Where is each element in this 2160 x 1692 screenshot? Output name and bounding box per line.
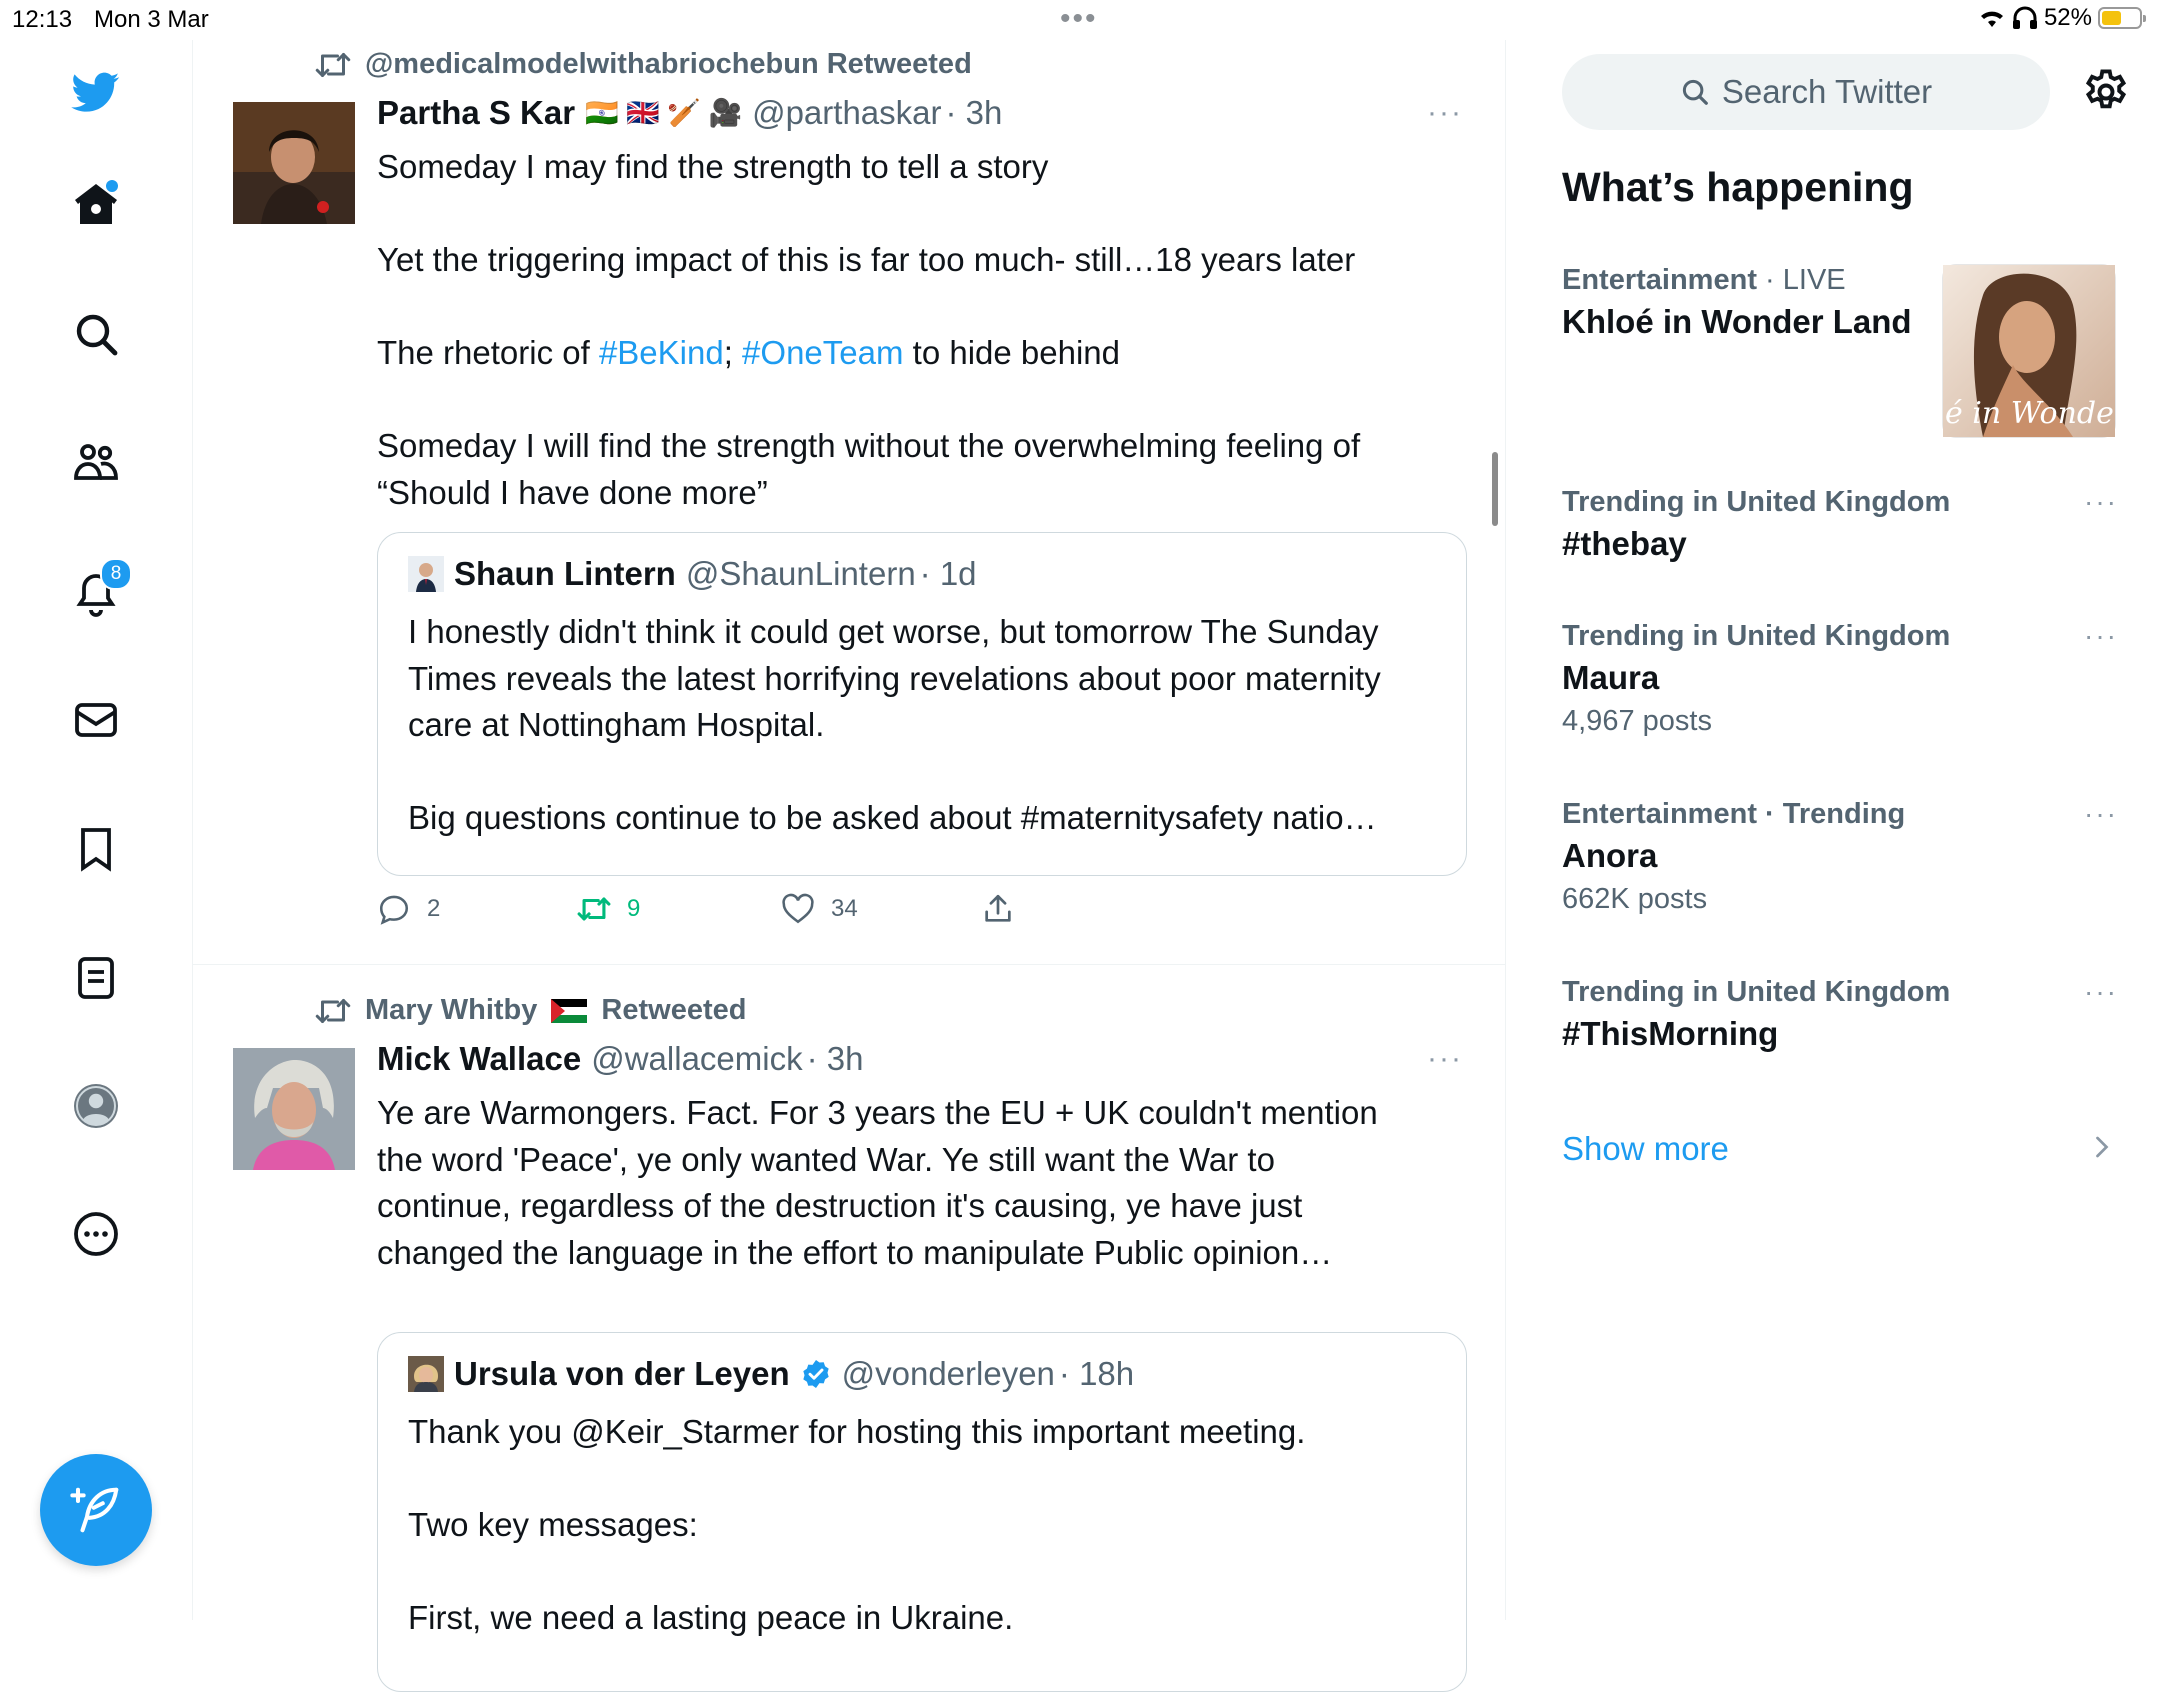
tweet-actions (377, 892, 1015, 926)
quote-author-name[interactable]: Shaun Lintern (454, 555, 676, 592)
trend-more-button[interactable]: ··· (2084, 976, 2118, 1007)
trend-item[interactable] (1562, 486, 2118, 563)
tweet-header (377, 1040, 863, 1078)
battery-fill (2102, 11, 2121, 25)
profile-icon[interactable] (66, 1076, 126, 1136)
quote-header (408, 555, 977, 593)
quote-paragraph: Thank you @Keir_Starmer for hosting this important meeting. (408, 1413, 1306, 1450)
avatar[interactable] (233, 1048, 355, 1170)
retweet-button[interactable] (577, 892, 781, 926)
tweet-text (377, 1090, 1417, 1276)
quote-avatar (408, 556, 444, 592)
quote-time: · 18h (1058, 1355, 1135, 1392)
tweet-divider (193, 964, 1505, 965)
quoted-tweet[interactable] (377, 532, 1467, 876)
quote-author-handle[interactable]: @vonderleyen (841, 1355, 1055, 1392)
sidebar-nav (0, 40, 193, 1620)
right-sidebar (1506, 40, 2160, 1620)
tweet-line: Yet the triggering impact of this is far too much- still…18 years later (377, 241, 1356, 278)
bell-icon[interactable] (66, 562, 126, 622)
quote-paragraph: Two key messages: (408, 1506, 698, 1543)
quote-paragraph: First, we need a lasting peace in Ukraine. (408, 1599, 1014, 1636)
status-date: Mon 3 Mar (94, 6, 209, 33)
more-circle-icon[interactable] (66, 1204, 126, 1264)
communities-icon[interactable] (66, 432, 126, 492)
retweeted-suffix: Retweeted (601, 994, 747, 1026)
trend-title: Khloé in Wonder Land (1562, 303, 1912, 340)
hashtag-link[interactable]: #BeKind (598, 334, 724, 371)
quote-paragraph: Big questions continue to be asked about #maternitysafety natio… (408, 799, 1377, 836)
wifi-icon (1978, 7, 2006, 29)
timeline[interactable] (193, 40, 1506, 1636)
battery-percent: 52% (2043, 4, 2092, 31)
status-time: 12:13 (12, 6, 73, 33)
trend-title: Maura (1562, 659, 1660, 696)
trend-more-button[interactable]: ··· (2084, 486, 2118, 517)
scrollbar[interactable] (1492, 452, 1498, 526)
author-handle[interactable]: @parthaskar (752, 94, 942, 131)
bookmark-icon[interactable] (66, 818, 126, 878)
like-icon (781, 892, 815, 926)
text-fragment: ; (723, 334, 743, 371)
trend-category: Trending in United Kingdom (1562, 620, 1951, 652)
lists-icon[interactable] (66, 948, 126, 1008)
name-emoji: 🇮🇳 🇬🇧 🏏 🎥 (585, 98, 743, 128)
chevron-right-icon[interactable] (2092, 1132, 2112, 1170)
like-count: 34 (831, 895, 858, 922)
show-more-link[interactable]: Show more (1562, 1130, 1729, 1167)
author-name[interactable]: Mick Wallace (377, 1040, 582, 1077)
quoted-tweet[interactable] (377, 1332, 1467, 1692)
search-input[interactable] (1562, 54, 2050, 130)
tweet-time[interactable]: · 3h (806, 1040, 864, 1077)
text-fragment: The rhetoric of (377, 334, 599, 371)
retweet-count: 9 (627, 895, 641, 922)
tweet-line: Someday I will find the strength without the overwhelming feeling of “Should I have done more” (377, 427, 1361, 511)
like-button[interactable] (781, 892, 981, 926)
trend-title: #ThisMorning (1562, 1015, 1779, 1052)
multitask-dots[interactable]: ••• (1060, 2, 1098, 35)
quote-author-handle[interactable]: @ShaunLintern (685, 555, 916, 592)
trend-count: 662K posts (1562, 883, 1708, 915)
quote-paragraph: I honestly didn't think it could get worse, but tomorrow The Sunday Times reveals the latest horrifying revelations about poor maternity care at Nottingham Hospital. (408, 613, 1381, 743)
home-unread-dot (106, 180, 118, 192)
twitter-bird-icon[interactable] (66, 62, 126, 122)
retweet-icon (315, 996, 351, 1026)
trend-status: LIVE (1782, 264, 1846, 296)
share-icon (981, 892, 1015, 926)
trend-item[interactable] (1562, 620, 2118, 738)
trend-separator: · (1756, 264, 1783, 296)
reply-icon (377, 892, 411, 926)
notifications-badge: 8 (100, 558, 132, 590)
trend-category: Trending in United Kingdom (1562, 976, 1951, 1008)
quote-header (408, 1355, 1134, 1393)
trend-item[interactable] (1562, 798, 2118, 916)
compose-button[interactable] (40, 1454, 152, 1566)
tweet-line (377, 330, 1417, 377)
search-placeholder: Search Twitter (1721, 73, 1933, 110)
quote-avatar (408, 1356, 444, 1392)
battery-icon (2098, 7, 2142, 29)
quote-text (408, 609, 1438, 842)
retweeted-by[interactable]: @medicalmodelwithabriochebun Retweeted (365, 48, 972, 80)
tweet-header (377, 94, 1002, 132)
share-button[interactable] (981, 892, 1015, 926)
compose-icon (69, 1483, 123, 1537)
status-indicators (1978, 4, 2142, 32)
tweet-time[interactable]: · 3h (945, 94, 1003, 131)
reply-count: 2 (427, 895, 441, 922)
retweeted-by[interactable]: Mary Whitby (365, 994, 538, 1026)
trend-title: #thebay (1562, 525, 1687, 562)
trend-category: Entertainment · Trending (1562, 798, 1906, 830)
hashtag-link[interactable]: #OneTeam (742, 334, 904, 371)
trend-more-button[interactable]: ··· (2084, 798, 2118, 829)
trend-thumbnail-text: é in Wonder L (1945, 396, 2158, 431)
gear-icon[interactable] (2080, 66, 2132, 118)
trend-thumbnail[interactable] (1942, 264, 2158, 438)
retweet-icon (315, 50, 351, 80)
reply-button[interactable] (377, 892, 577, 926)
headphones-icon (2012, 6, 2038, 30)
quote-text (408, 1409, 1438, 1642)
whats-happening-heading: What’s happening (1562, 164, 1914, 210)
retweet-context (315, 994, 746, 1027)
home-icon[interactable] (66, 174, 126, 234)
tweet-line: Someday I may find the strength to tell a story (377, 148, 1049, 185)
author-name[interactable]: Partha S Kar (377, 94, 576, 131)
trend-title: Anora (1562, 837, 1658, 874)
tweet-line: Ye are Warmongers. Fact. For 3 years the EU + UK couldn't mention the word 'Peace', ye only wanted War. Ye still want the War to continue, regardless of the destruction it's causing, ye have just changed the language in the effort to manipulate Public opinion… (377, 1094, 1378, 1271)
text-fragment: to hide behind (903, 334, 1120, 371)
retweet-icon (577, 892, 611, 926)
retweet-context (315, 48, 972, 81)
trend-category: Trending in United Kingdom (1562, 486, 1951, 518)
quote-time: · 1d (919, 555, 977, 592)
tweet-more-button[interactable]: ··· (1427, 96, 1463, 129)
author-handle[interactable]: @wallacemick (591, 1040, 803, 1077)
avatar[interactable] (233, 102, 355, 224)
trend-count: 4,967 posts (1562, 705, 1712, 737)
tweet-more-button[interactable]: ··· (1427, 1042, 1463, 1075)
search-icon (1680, 77, 1710, 107)
palestine-flag-icon (551, 999, 587, 1023)
trend-more-button[interactable]: ··· (2084, 620, 2118, 651)
quote-author-name[interactable]: Ursula von der Leyen (454, 1355, 790, 1392)
tweet-text (377, 144, 1417, 516)
trend-item[interactable] (1562, 976, 2118, 1053)
verified-badge-icon (800, 1358, 832, 1390)
mail-icon[interactable] (66, 690, 126, 750)
trend-category-label: Entertainment (1562, 264, 1757, 296)
search-icon[interactable] (66, 304, 126, 364)
